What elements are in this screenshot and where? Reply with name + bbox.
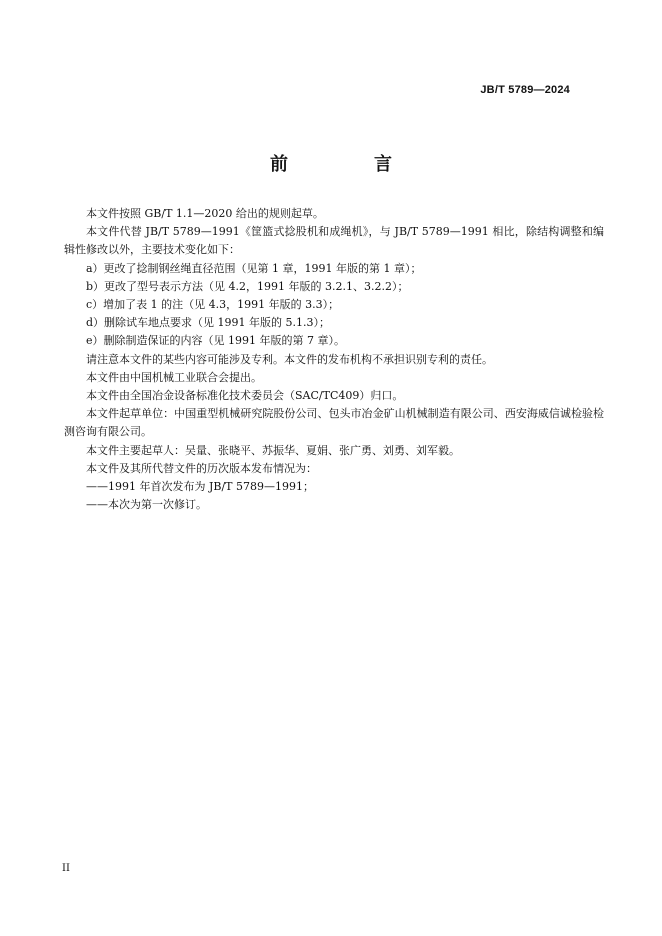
paragraph-drafting-rules: 本文件按照 GB/T 1.1—2020 给出的规则起草。: [86, 207, 324, 220]
change-item-e: e）删除制造保证的内容（见 1991 年版的第 7 章）。: [86, 334, 345, 348]
paragraph-replacement: 本文件代替 JB/T 5789—1991《筐篮式捻股机和成绳机》，与 JB/T 5789—1991 相比，除结构调整和编辑性修改以外，主要技术变化如下：: [64, 225, 604, 257]
paragraph-history-intro: 本文件及其所代替文件的历次版本发布情况为：: [86, 461, 317, 475]
document-code: JB/T 5789—2024: [480, 84, 570, 96]
paragraph-drafters: 本文件主要起草人：吴量、张晓平、苏振华、夏娟、张广勇、刘勇、刘军毅。: [86, 443, 460, 457]
change-item-b: b）更改了型号表示方法（见 4.2，1991 年版的 3.2.1、3.2.2）；: [86, 279, 409, 293]
paragraph-committee: 本文件由全国冶金设备标准化技术委员会（SAC/TC409）归口。: [86, 389, 404, 403]
paragraph-drafting-units: 本文件起草单位：中国重型机械研究院股份公司、包头市冶金矿山机械制造有限公司、西安海威信诚检验检测咨询有限公司。: [64, 407, 604, 439]
change-item-c: c）增加了表 1 的注（见 4.3，1991 年版的 3.3）；: [86, 298, 340, 312]
paragraph-patent-notice: 请注意本文件的某些内容可能涉及专利。本文件的发布机构不承担识别专利的责任。: [86, 352, 493, 366]
history-item-first: ——1991 年首次发布为 JB/T 5789—1991；: [86, 480, 315, 494]
history-item-revision: ——本次为第一次修订。: [86, 498, 207, 512]
change-item-a: a）更改了捻制钢丝绳直径范围（见第 1 章，1991 年版的第 1 章）；: [86, 261, 422, 275]
change-item-d: d）删除试车地点要求（见 1991 年版的 5.1.3）；: [86, 316, 331, 330]
paragraph-proposer: 本文件由中国机械工业联合会提出。: [86, 370, 262, 384]
page-title: 前 言: [270, 154, 426, 175]
document-body: [64, 205, 604, 514]
page-number: II: [62, 863, 70, 874]
